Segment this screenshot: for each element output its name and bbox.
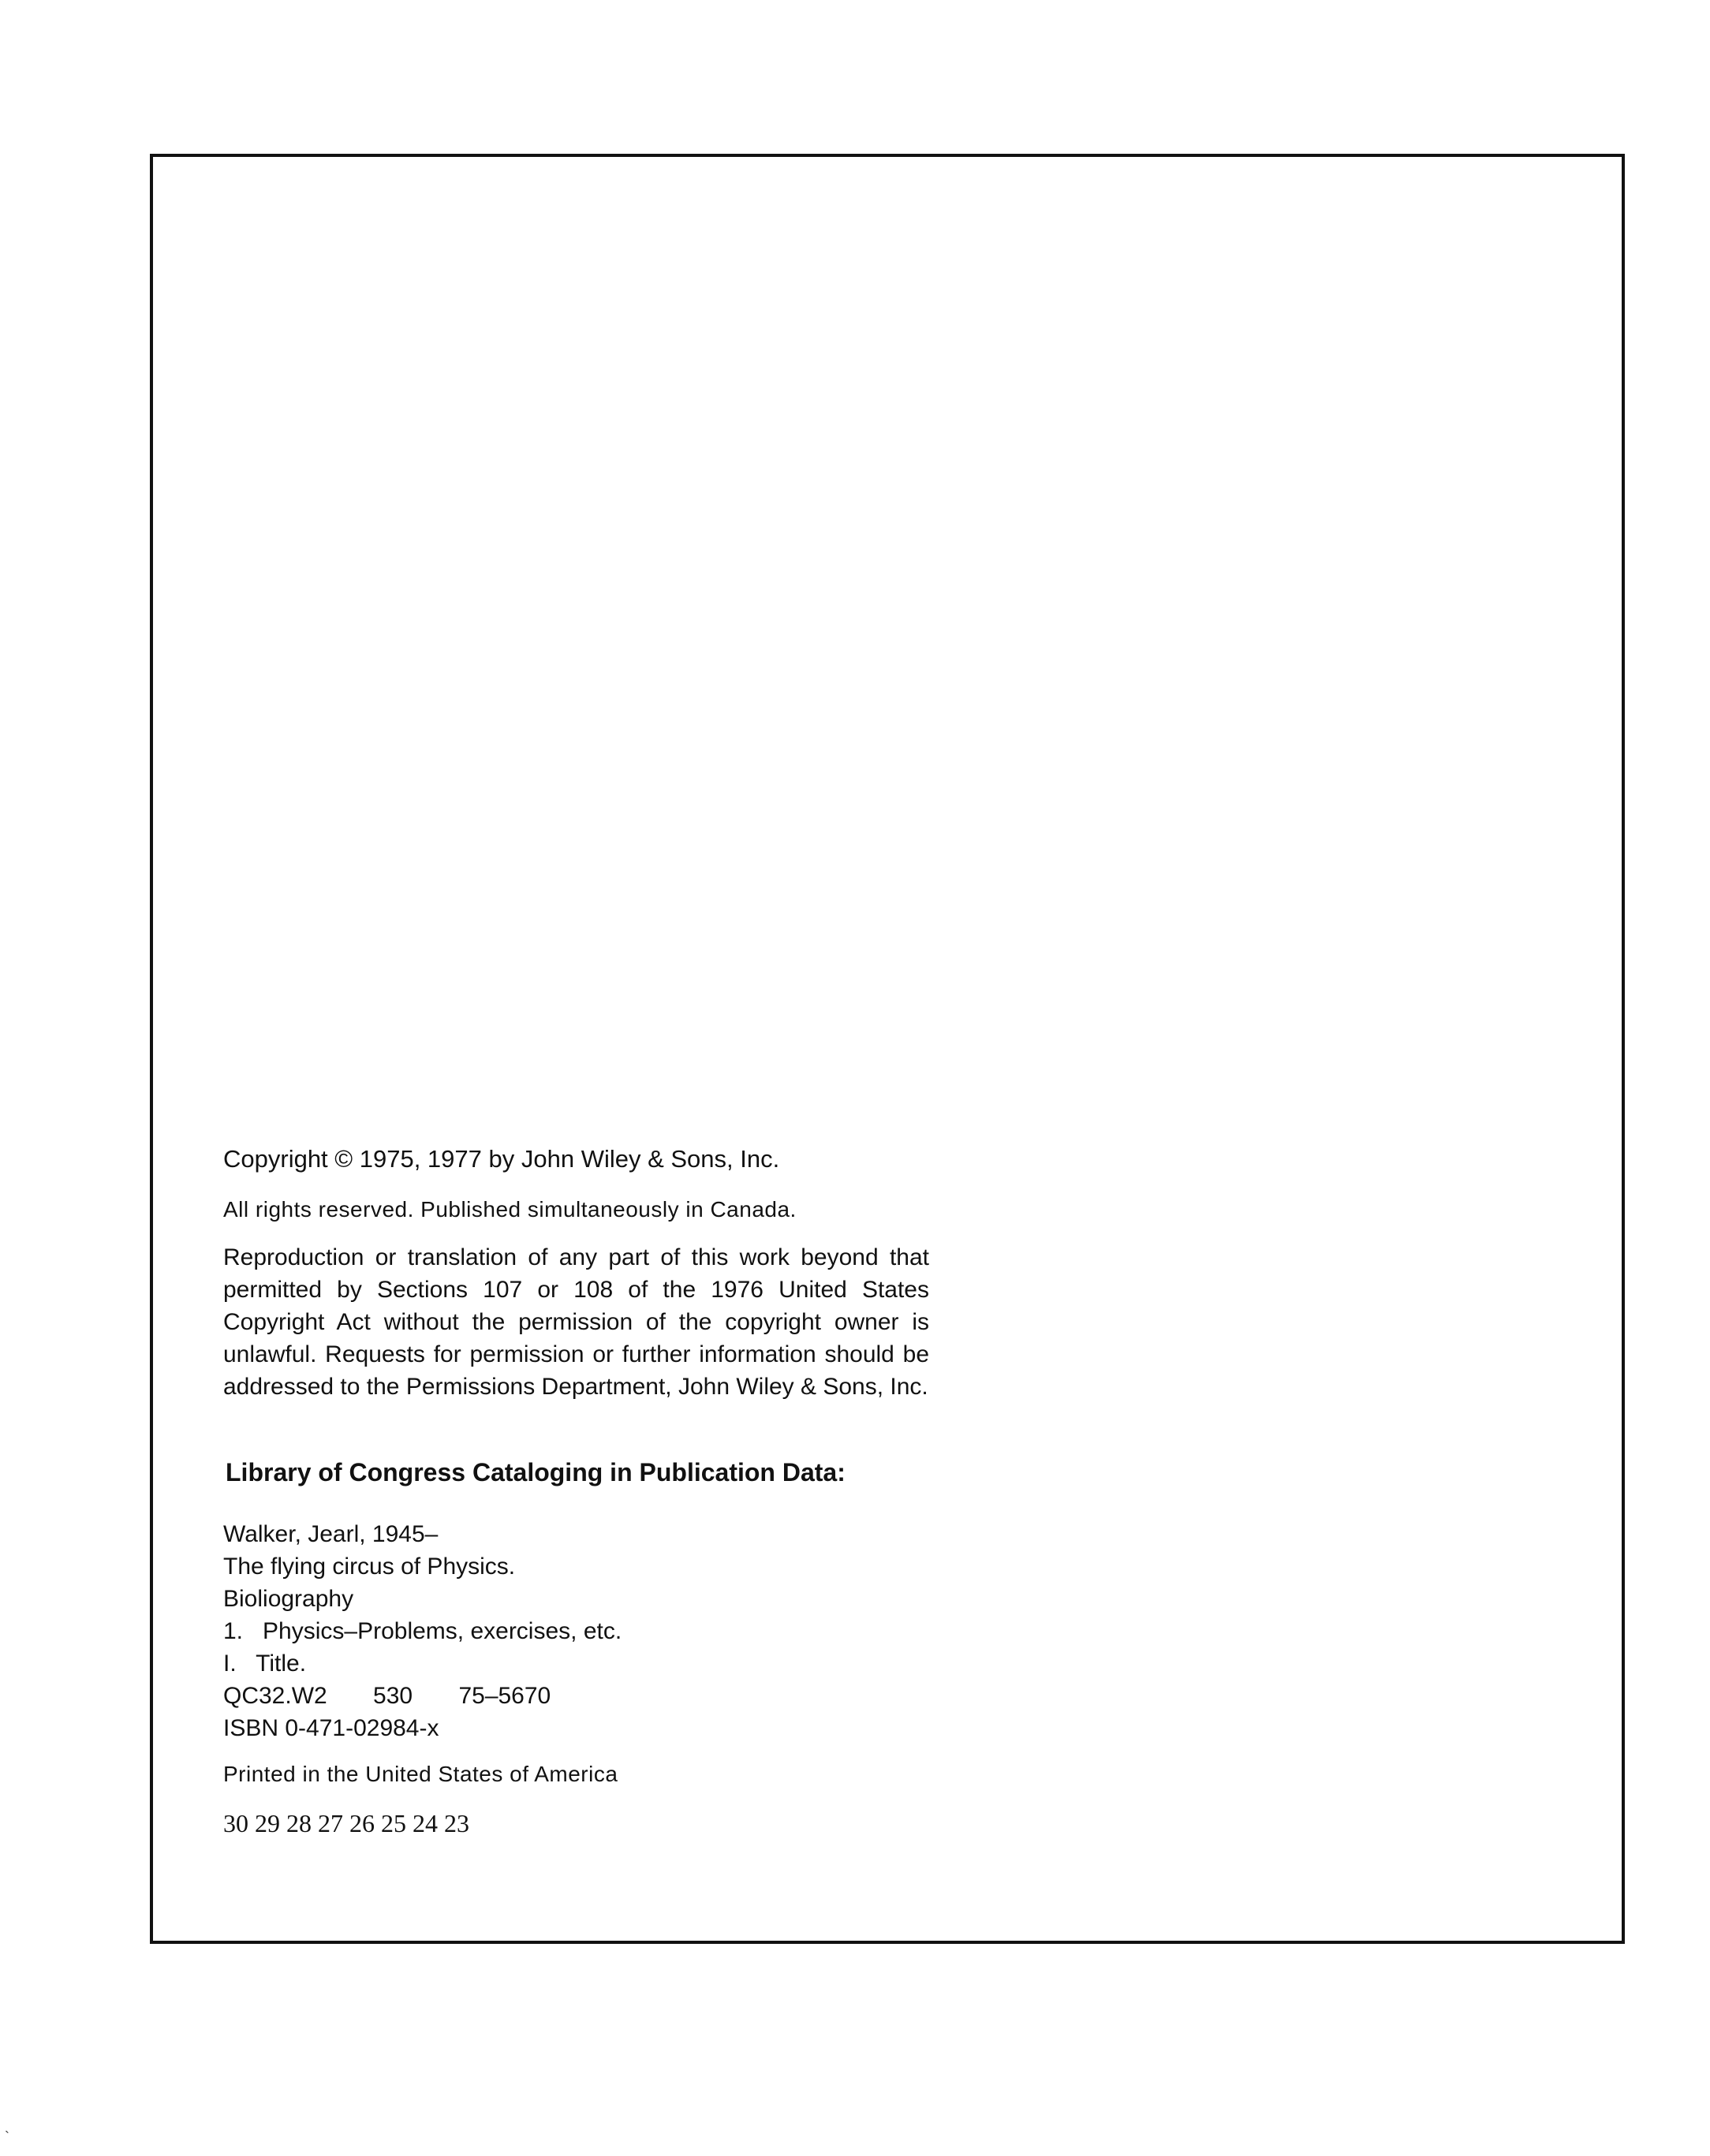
copyright-page-text	[223, 1143, 933, 1839]
cip-entry-title-tracing: I. Title.	[223, 1651, 307, 1677]
copyright-notice: Copyright © 1975, 1977 by John Wiley & Sons, Inc.	[223, 1145, 780, 1173]
scan-edge-mark: `	[5, 2129, 9, 2145]
cip-heading: Library of Congress Cataloging in Publication Data:	[226, 1458, 846, 1486]
cip-entry-list	[223, 1518, 933, 1744]
reproduction-notice: Reproduction or translation of any part of this work beyond that permitted by Sections 107 or 108 of the 1976 United States Copyright Act without the permission of the copyright owner is unlawful. Requests for permission or further information should be addressed to the Permissions Department, John Wiley & Sons, Inc.	[223, 1244, 929, 1400]
printed-in-statement: Printed in the United States of America	[223, 1762, 618, 1786]
cip-entry-isbn: ISBN 0-471-02984-x	[223, 1715, 439, 1741]
print-run-numbers: 30 29 28 27 26 25 24 23	[223, 1809, 469, 1837]
rights-statement: All rights reserved. Published simultaneously in Canada.	[223, 1197, 797, 1222]
cip-entry-author: Walker, Jearl, 1945–	[223, 1521, 439, 1547]
cip-entry-call-number: QC32.W2 530 75–5670	[223, 1683, 551, 1709]
cip-entry-bibliography: Bioliography	[223, 1586, 354, 1612]
cip-entry-subject: 1. Physics–Problems, exercises, etc.	[223, 1618, 622, 1644]
cip-entry-title: The flying circus of Physics.	[223, 1554, 516, 1580]
